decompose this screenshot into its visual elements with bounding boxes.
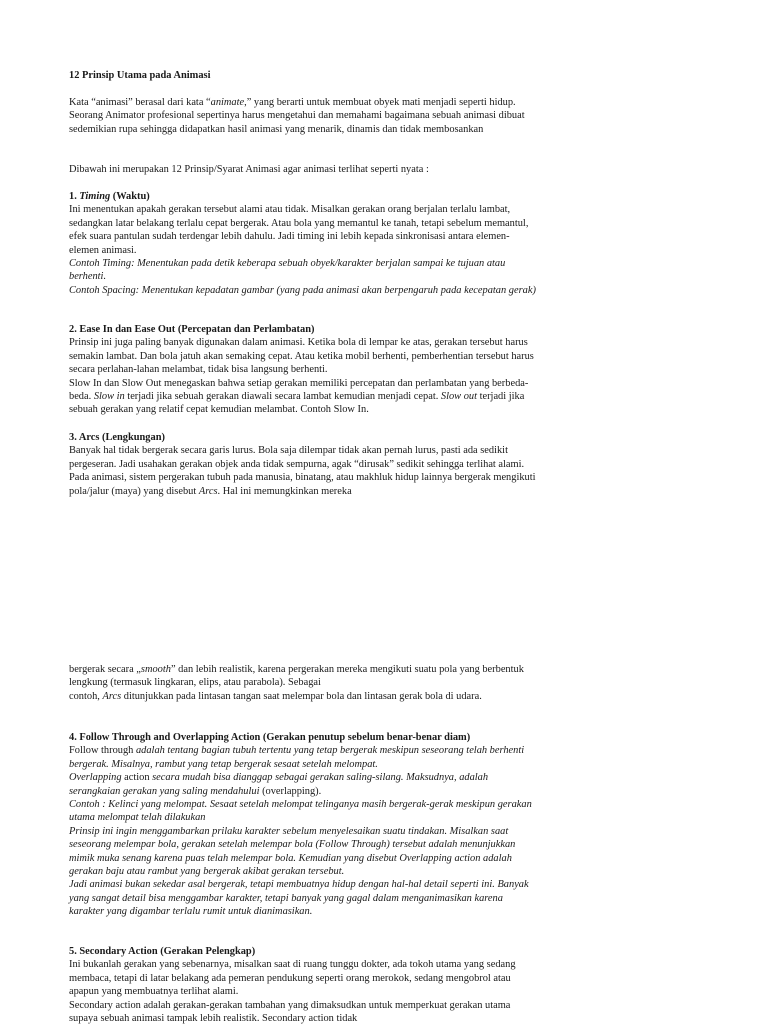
s4-follow-text: adalah tentang bagian tubuh tertentu yang tetap bergerak meskipun seseorang telah berhenti bergerak. Misalnya, rambut yang tetap bergerak sesaat setelah melompat.	[69, 745, 525, 770]
intro-text-end: ,” yang berarti untuk membuat obyek mati menjadi seperti hidup. Seorang Animator profesional sepertinya harus mengetahui dan memahami bagaimana sebuah animasi dibuat sedemikian rupa sehingga didapatkan hasil animasi yang menarik, dinamis dan tidak membosankan	[69, 97, 525, 135]
section-3	[69, 431, 537, 498]
section-2-heading: 2. Ease In dan Ease Out (Percepatan dan Perlambatan)	[69, 324, 315, 335]
section-1-body: Ini menentukan apakah gerakan tersebut alami atau tidak. Misalkan gerakan orang berjalan terlalu lambat, sedangkan latar belakang terlalu cepat bergerak. Atau bola yang memantul ke tanah, tetapi sebelum memantul, efek suara pantulan sudah terdengar lebih dahulu. Jadi timing ini lebih kepada sinkronisasi antara elemen-elemen animasi.	[69, 204, 529, 256]
section-5-paragraph-1: Ini bukanlah gerakan yang sebenarnya, misalkan saat di ruang tunggu dokter, ada tokoh utama yang sedang membaca, tetapi di latar belakang ada pemeran pendukung seperti orang merokok, sedang mengobrol atau apapun yang membuatnya terlihat alami.	[69, 959, 516, 998]
section-1-example-spacing	[69, 284, 537, 297]
section-3-heading: 3. Arcs (Lengkungan)	[69, 432, 165, 443]
section-1-heading	[69, 190, 537, 203]
section-1-name: Timing	[79, 191, 111, 202]
section-2-paragraph-1: Prinsip ini juga paling banyak digunakan dalam animasi. Ketika bola di lempar ke atas, gerakan tersebut harus semakin lambat. Dan bola jatuh akan semaking cepat. Atau ketika mobil berhenti, pemberhentian tersebut harus secara perlahan-lahan melambat, tidak bisa langsung berhenti.	[69, 337, 534, 376]
section-5	[69, 945, 537, 1025]
section-3-continued	[69, 663, 537, 703]
section-4-heading: 4. Follow Through and Overlapping Action (Gerakan penutup sebelum benar-benar diam)	[69, 732, 471, 743]
section-4-follow-through	[69, 744, 537, 771]
s4-overlapping-text: secara mudah bisa dianggap sebagai gerakan saling-silang. Maksudnya, adalah serangkaian gerakan yang saling mendahului	[69, 772, 489, 797]
spacing-text: Contoh Spacing: Menentukan kepadatan gambar (	[69, 284, 280, 296]
section-2	[69, 323, 537, 417]
section-1-example-timing: Contoh Timing: Menentukan pada detik keberapa sebuah obyek/karakter berjalan sampai ke tujuan atau berhenti.	[69, 258, 506, 283]
s4-action-label: action	[121, 772, 153, 784]
s2-text-e: terjadi jika sebuah gerakan yang relatif cepat kemudian melambat. Contoh Slow In.	[69, 391, 525, 416]
section-4-principle: Prinsip ini ingin menggambarkan prilaku karakter sebelum menyelesaikan suatu tindakan. Misalkan saat seseorang melempar bola, gerakan setelah melempar bola (Follow Through) tersebut adalah menunjukkan mimik muka senang karena puas telah melempar bola. Kemudian yang disebut Overlapping action adalah gerakan baju atau rambut yang bergerak akibat gerakan tersebut.	[69, 825, 516, 878]
s2-slow-out: Slow out	[440, 391, 477, 403]
s2-text-a: Slow In dan Slow Out menegaskan bahwa setiap gerakan memiliki percepatan dan perlambatan yang berbeda-beda.	[69, 377, 529, 403]
section-1-number: 1.	[69, 191, 80, 202]
s3c-text-c: ” dan lebih realistik, karena pergerakan mereka mengikuti suatu pola yang berbentuk lengkung (termasuk lingkaran, elips, atau parabola). Sebagai	[69, 664, 524, 689]
section-3-paragraph-1: Banyak hal tidak bergerak secara garis lurus. Bola saja dilempar tidak akan pernah lurus, pasti ada sedikit pergeseran. Jadi usahakan gerakan objek anda tidak sempurna, agak “dirusak” sedikit sehingga terlihat alami.	[69, 445, 525, 470]
s4-overlapping-paren: (overlapping).	[262, 785, 322, 797]
spacing-text-end: yang pada animasi akan berpengaruh pada kecepatan gerak)	[279, 284, 536, 296]
s3c-arcs: Arcs	[102, 690, 122, 702]
section-2-paragraph-2	[69, 377, 537, 417]
section-3-paragraph-2	[69, 471, 537, 498]
section-3-continued-1	[69, 663, 537, 690]
s4-overlapping-label: Overlapping	[69, 772, 122, 784]
section-3-continued-2	[69, 690, 537, 703]
intro-paragraph	[69, 96, 537, 136]
section-5-heading: 5. Secondary Action (Gerakan Pelengkap)	[69, 946, 256, 957]
section-1	[69, 190, 537, 297]
document-title: 12 Prinsip Utama pada Animasi	[69, 70, 211, 81]
s2-text-c: terjadi jika sebuah gerakan diawali secara lambat kemudian menjadi cepat.	[124, 391, 441, 403]
s3c-text-a: bergerak secara „	[69, 664, 141, 675]
section-4-example: Contoh : Kelinci yang melompat. Sesaat setelah melompat telinganya masih bergerak-gerak meskipun gerakan utama melompat telah dilakukan	[69, 799, 532, 824]
s3c-smooth: smooth	[140, 664, 171, 675]
section-4-conclusion: Jadi animasi bukan sekedar asal bergerak, tetapi membuatnya hidup dengan hal-hal detail seperti ini. Banyak yang sangat detail bisa menggambar karakter, tetapi banyak yang gagal dalam menganimasikan karena karakter yang digambar terlalu rumit untuk dianimasikan.	[69, 879, 529, 918]
s2-slow-in: Slow in	[93, 391, 125, 403]
s3-arcs: Arcs	[198, 485, 218, 497]
intro-emphasis: animate	[210, 97, 245, 108]
section-1-name-rest: (Waktu)	[110, 191, 150, 202]
s3c-contoh: contoh,	[69, 690, 103, 702]
section-5-paragraph-2: Secondary action adalah gerakan-gerakan tambahan yang dimaksudkan untuk memperkuat gerakan utama supaya sebuah animasi tampak lebih realistik. Secondary action tidak	[69, 999, 511, 1025]
s3-text-c: . Hal ini memungkinkan mereka	[217, 485, 352, 497]
section-4	[69, 731, 537, 919]
s3-text-a: Pada animasi, sistem pergerakan tubuh pada manusia, binatang, atau makhluk hidup lainnya bergerak mengikuti pola/jalur (maya) yang disebut	[69, 472, 536, 497]
s4-follow-label: Follow through	[69, 745, 136, 757]
s3c-text-end: ditunjukkan pada lintasan tangan saat melempar bola dan lintasan gerak bola di udara.	[121, 690, 482, 702]
intro-text: Kata “animasi” berasal dari kata “	[69, 97, 211, 108]
lead-paragraph: Dibawah ini merupakan 12 Prinsip/Syarat Animasi agar animasi terlihat seperti nyata :	[69, 164, 429, 175]
section-4-overlapping	[69, 771, 537, 798]
